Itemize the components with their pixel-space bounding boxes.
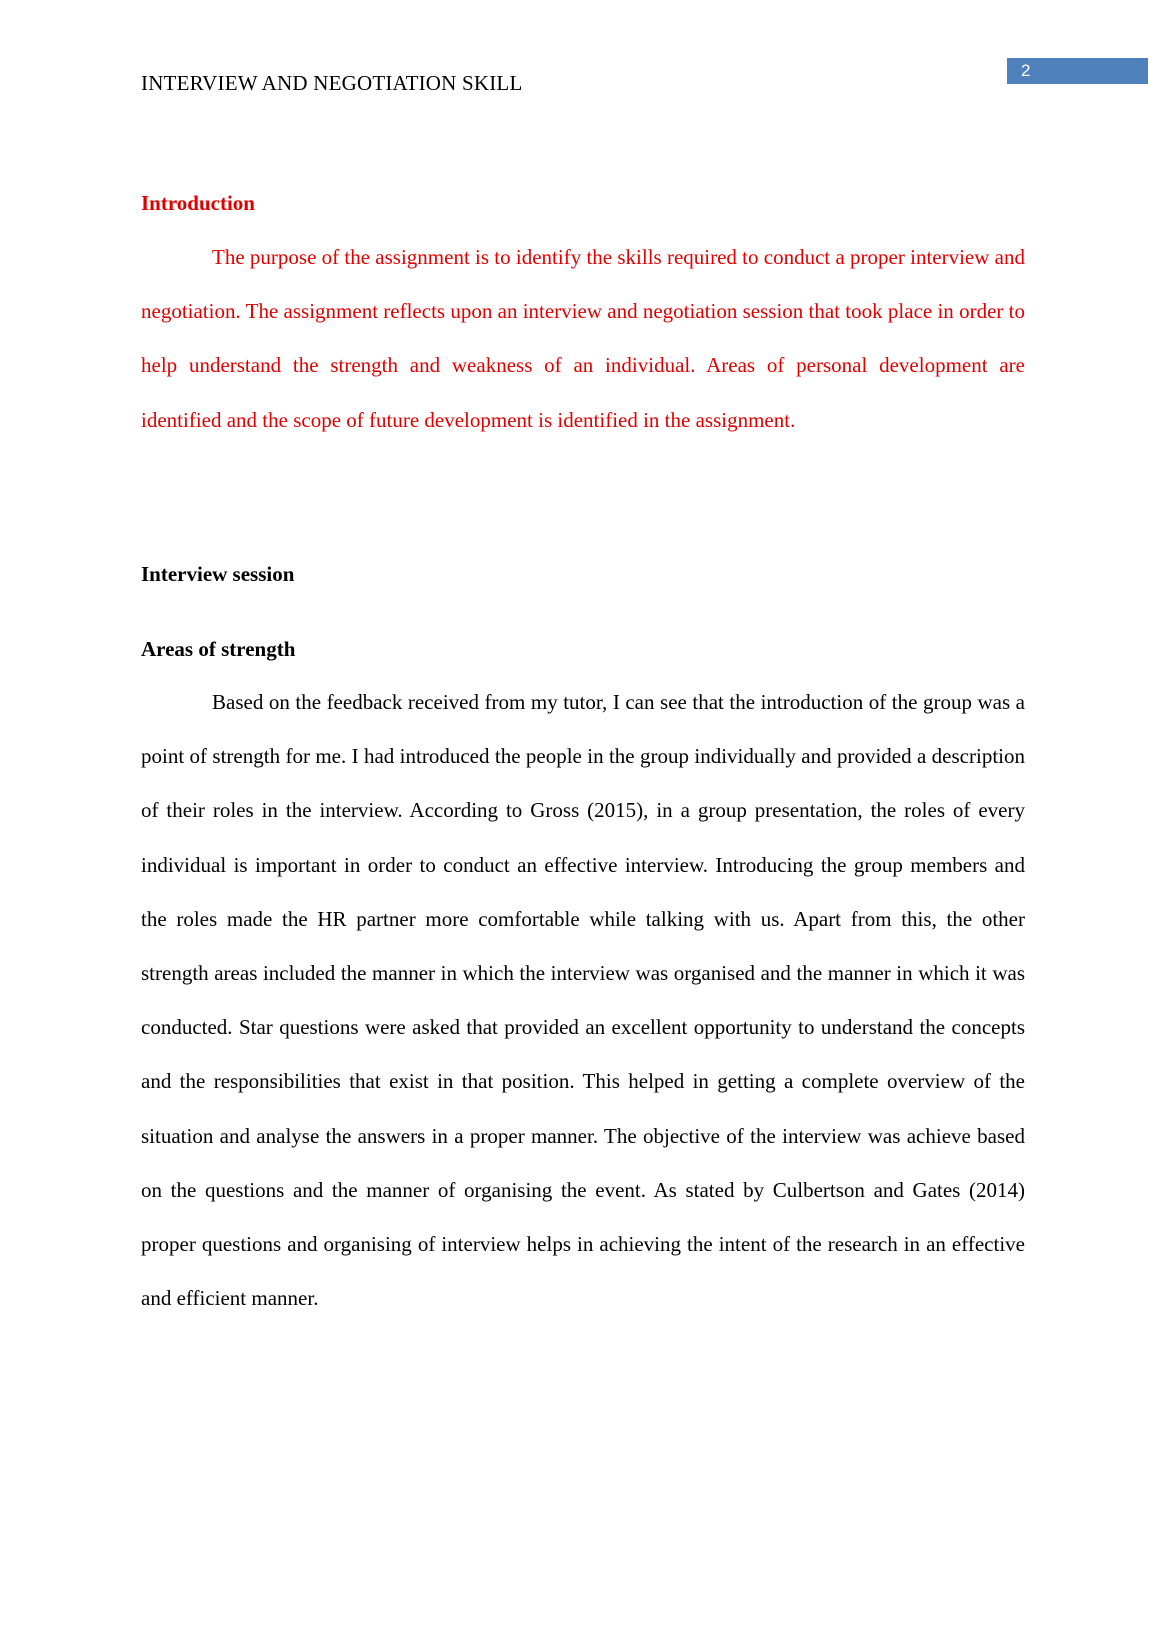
areas-of-strength-heading: Areas of strength (141, 637, 296, 661)
areas-of-strength-paragraph: Based on the feedback received from my tutor, I can see that the introduction of the group was a point of strength for me. I had introduced the people in the group individually and provided a description of their roles in the interview. According to Gross (2015), in a group presentation, the roles of every individual is important in order to conduct an effective interview. Introducing the group members and the roles made the HR partner more comfortable while talking with us. Apart from this, the other strength areas included the manner in which the interview was organised and the manner in which it was conducted. Star questions were asked that provided an excellent opportunity to understand the concepts and the responsibilities that exist in that position. This helped in getting a complete overview of the situation and analyse the answers in a proper manner. The objective of the interview was achieve based on the questions and the manner of organising the event. As stated by Culbertson and Gates (2014) proper questions and organising of interview helps in achieving the intent of the research in an effective and efficient manner. (141, 690, 1025, 1311)
page-number: 2 (1021, 61, 1031, 80)
page-number-badge (1007, 58, 1148, 84)
interview-session-heading: Interview session (141, 562, 295, 586)
introduction-paragraph: The purpose of the assignment is to identify the skills required to conduct a proper interview and negotiation. The assignment reflects upon an interview and negotiation session that took place in order to help understand the strength and weakness of an individual. Areas of personal development are identified and the scope of future development is identified in the assignment. (141, 245, 1025, 432)
introduction-heading: Introduction (141, 191, 255, 215)
running-head: INTERVIEW AND NEGOTIATION SKILL (141, 71, 523, 95)
